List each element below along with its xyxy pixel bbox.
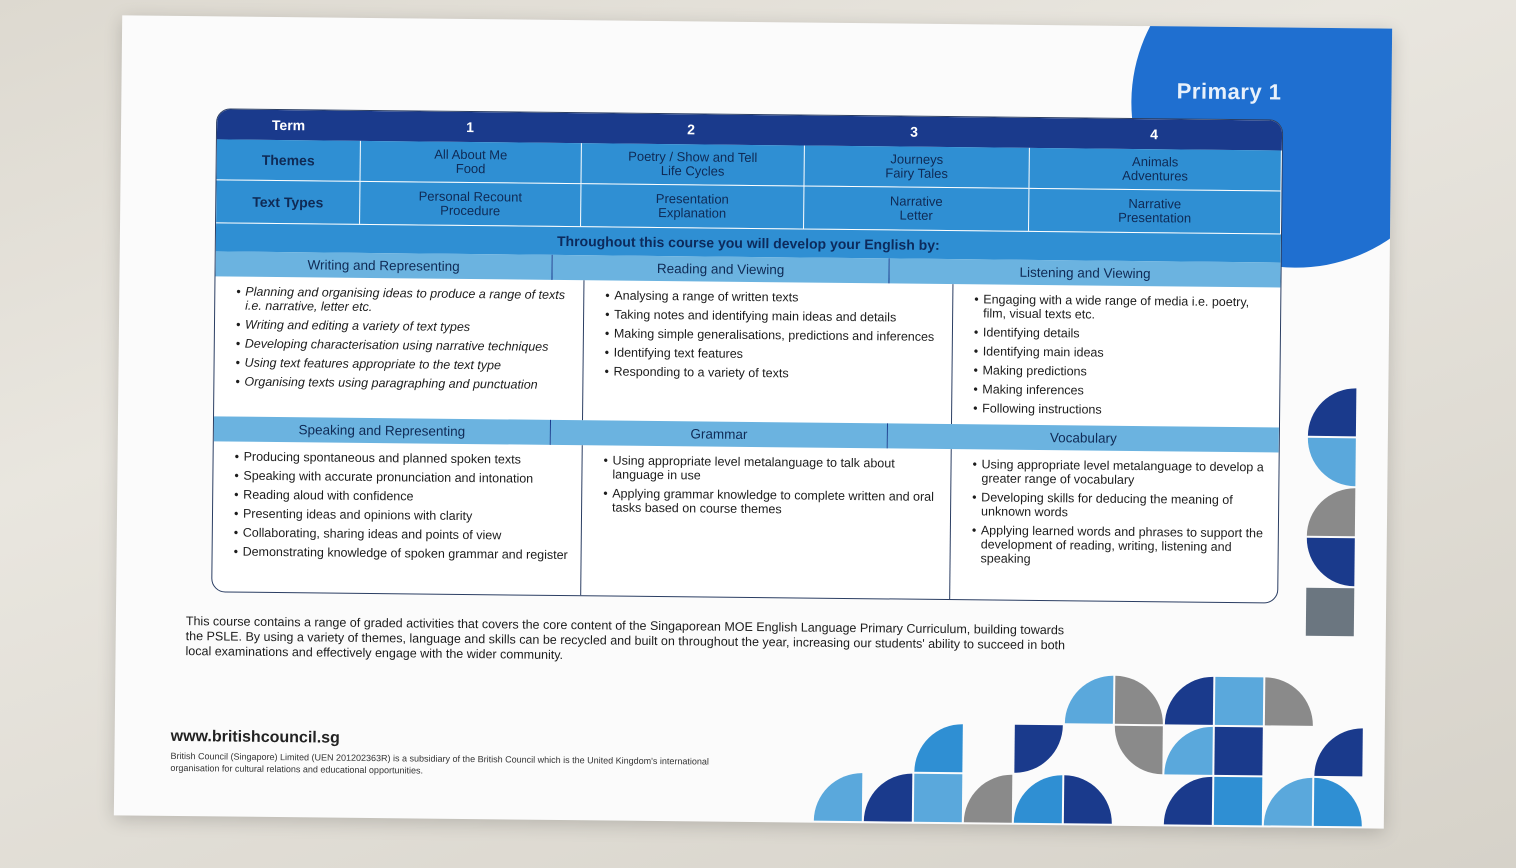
skill-item: • Organising texts using paragraphing and punctuation [244,375,570,392]
skill-item: • Taking notes and identifying main ideas and details [614,308,940,325]
text-type-cell: Personal Recount Procedure [360,182,581,226]
skills-body-bottom [212,441,1279,602]
speaking-heading: Speaking and Representing [214,416,551,445]
term-3: 3 [910,123,919,140]
skill-item: • Analysing a range of written texts [614,289,940,306]
theme-cell: Journeys Fairy Tales [804,146,1029,188]
reading-list [583,280,953,424]
vocabulary-list [950,449,1279,602]
writing-heading: Writing and Representing [215,251,552,280]
skill-item: • Using appropriate level metalanguage to talk about language in use [612,454,938,485]
skill-item: • Making predictions [982,363,1267,380]
skill-item: • Engaging with a wide range of media i.e. poetry, film, visual texts etc. [983,292,1268,323]
themes-label: Themes [217,139,361,181]
tile-decoration [964,774,1013,823]
tile-decoration [1114,726,1163,775]
skill-item: • Identifying text features [614,346,940,363]
tile-decoration [1214,777,1263,826]
skill-item: • Writing and editing a variety of text types [245,318,571,335]
term-label: Term [271,116,306,134]
tile-decoration [1215,677,1264,726]
theme-cell: Poetry / Show and Tell Life Cycles [581,143,804,185]
tile-decoration [1314,728,1363,777]
legal-notice: British Council (Singapore) Limited (UEN 201202363R) is a subsidiary of the British Council which is the United Kingdom's international organisation for cultural relations and educational opportunities. [170,750,709,776]
tile-decoration [1306,538,1355,587]
tile-decoration [914,774,963,823]
skill-item: • Using text features appropriate to the text type [245,356,571,373]
skill-item: • Following instructions [982,401,1267,418]
term-2: 2 [687,121,696,138]
website-link[interactable]: www.britishcouncil.sg [170,727,340,747]
curriculum-table [211,108,1283,603]
skill-item: • Making simple generalisations, predictions and inferences [614,327,940,344]
text-types-label: Text Types [216,180,360,224]
text-type-cell: Narrative Letter [804,187,1029,231]
course-description: This course contains a range of graded activities that covers the core content of the Singaporean MOE English Language Primary Curriculum, building towards the PSLE. By using a variety of themes, language and skills can be recycled and built on throughout the year, increasing our students' ability to succeed in both local examinations and effectively engage with the wider community. [185,614,1066,663]
listening-list [952,284,1280,427]
skill-item: • Developing characterisation using narrative techniques [245,337,571,354]
tile-decoration [1308,388,1357,437]
skill-item: • Collaborating, sharing ideas and points of view [243,526,569,543]
tile-decoration [914,724,963,773]
tile-decoration [1265,677,1314,726]
development-banner: Throughout this course you will develop your English by: [216,222,1281,262]
skill-item: • Reading aloud with confidence [243,488,569,505]
tile-decoration [1165,676,1214,725]
theme-cell: All About Me Food [361,141,582,183]
skill-item: • Applying learned words and phrases to support the development of reading, writing, listening and speaking [981,523,1266,568]
term-4: 4 [1150,126,1159,143]
skill-item: • Speaking with accurate pronunciation and intonation [243,469,569,486]
skill-item: • Making inferences [982,382,1267,399]
skill-item: • Applying grammar knowledge to complete written and oral tasks based on course themes [612,487,938,518]
skill-item: • Presenting ideas and opinions with clarity [243,507,569,524]
tile-decoration [1115,676,1164,725]
skill-item: • Identifying details [983,325,1268,342]
skills-body-top [214,276,1280,427]
text-type-cell: Presentation Explanation [581,184,804,228]
tile-decoration [1014,725,1063,774]
writing-list [214,276,584,420]
text-type-cell: Narrative Presentation [1029,189,1281,234]
grammar-list [581,445,952,599]
listening-heading: Listening and Viewing [889,258,1280,287]
tile-decoration [1164,726,1213,775]
tile-decoration [1164,776,1213,825]
skill-item: • Demonstrating knowledge of spoken grammar and register [243,545,569,562]
tile-decoration [1314,778,1363,827]
tile-decoration [1307,438,1356,487]
reading-heading: Reading and Viewing [552,255,889,284]
tile-decoration [864,773,913,822]
tile-decoration [1306,588,1355,637]
term-1: 1 [466,118,475,136]
tile-decoration [1014,775,1063,824]
skill-item: • Developing skills for deducing the meaning of unknown words [981,490,1266,521]
skill-item: • Identifying main ideas [983,344,1268,361]
vocabulary-heading: Vocabulary [888,423,1279,452]
skill-item: • Using appropriate level metalanguage to develop a greater range of vocabulary [981,457,1266,488]
theme-cell: Animals Adventures [1029,148,1281,191]
tile-decoration [1214,727,1263,776]
skill-item: • Responding to a variety of texts [613,365,939,382]
tile-decoration [1065,675,1114,724]
tile-decoration [1307,488,1356,537]
grammar-heading: Grammar [551,420,888,449]
course-flyer [114,15,1392,828]
tile-decoration [814,773,863,822]
skill-item: • Planning and organising ideas to produce a range of texts i.e. narrative, letter etc. [245,285,571,316]
page-title: Primary 1 [1176,78,1282,105]
skill-item: • Producing spontaneous and planned spoken texts [244,450,570,467]
speaking-list [212,441,583,595]
tile-decoration [1064,775,1113,824]
tile-decoration [1264,777,1313,826]
